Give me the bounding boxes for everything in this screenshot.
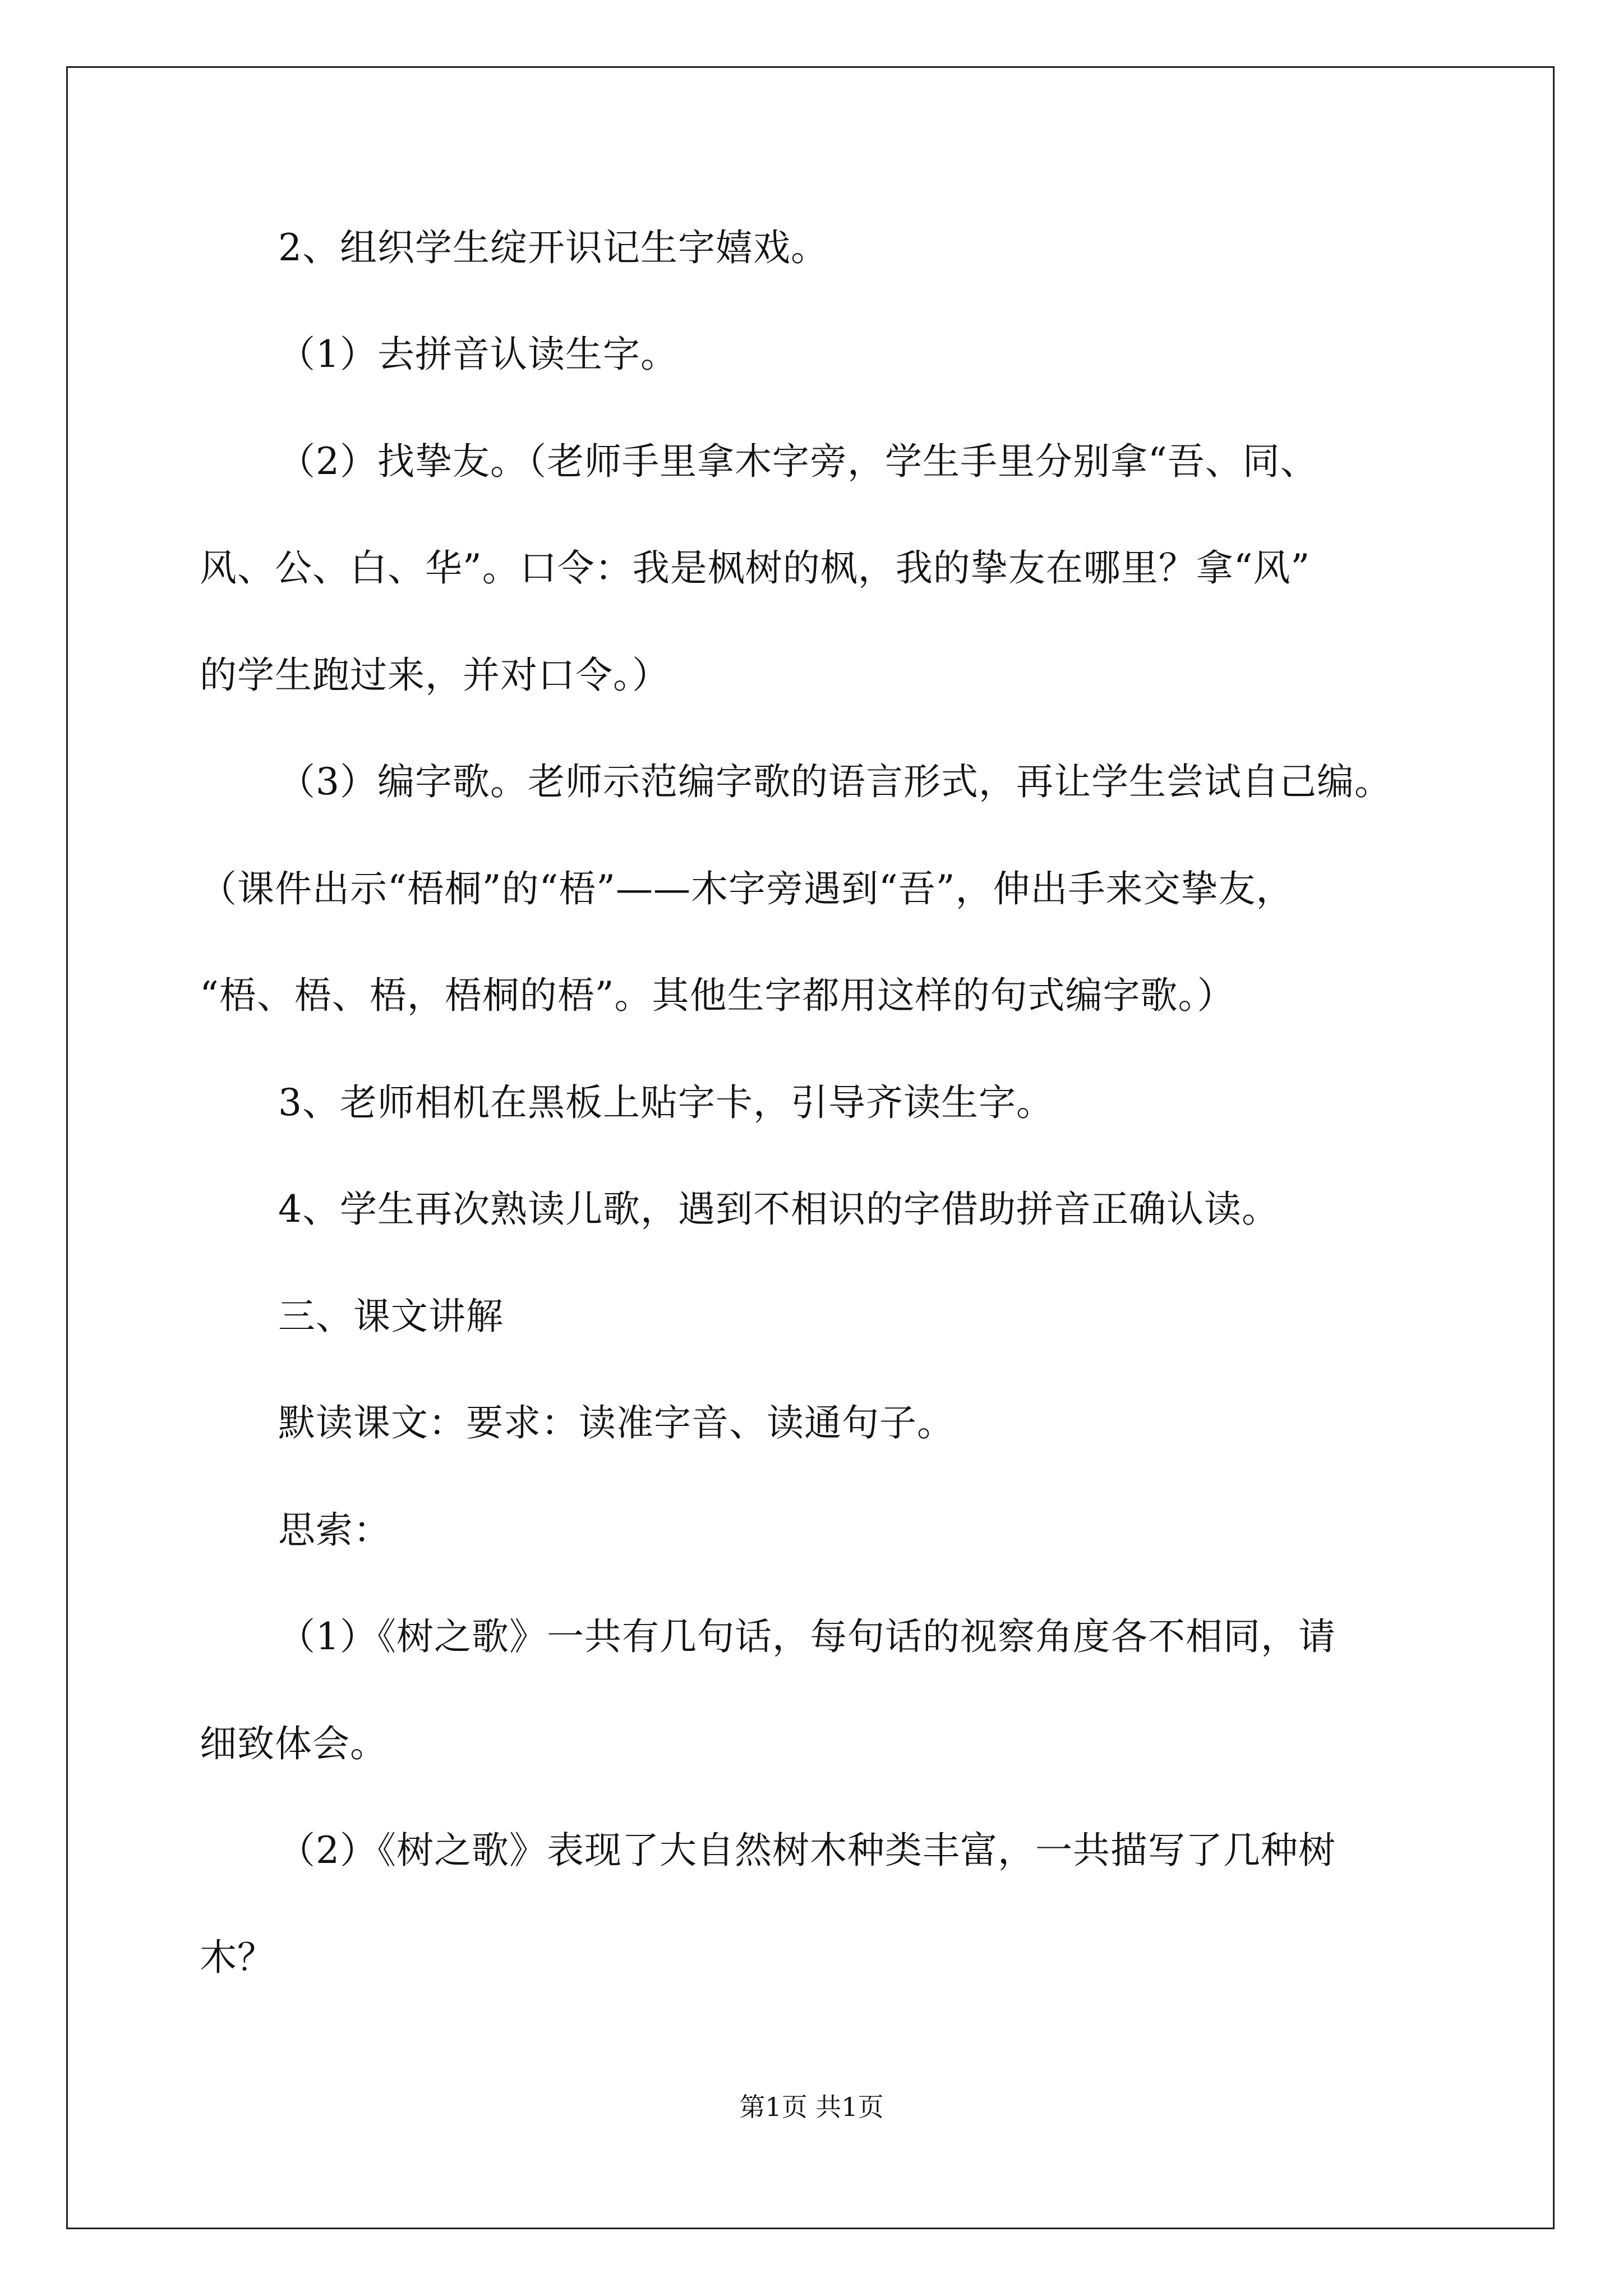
- text-line-5: 的学生跑过来，并对口令。）: [200, 654, 670, 697]
- text-line-8: “梧、梧、梧，梧桐的梧”。其他生字都用这样的句式编字歌。）: [200, 974, 1235, 1017]
- text-line-10: 4、学生再次熟读儿歌，遇到不相识的字借助拼音正确认读。: [278, 1188, 1279, 1231]
- section-heading: 三、课文讲解: [278, 1295, 504, 1338]
- page-footer: 第1页 共1页: [739, 2092, 884, 2122]
- text-line-9: 3、老师相机在黑板上贴字卡，引导齐读生字。: [278, 1081, 1054, 1124]
- text-line-16: （2）《树之歌》表现了大自然树木种类丰富，一共描写了几种树: [278, 1829, 1336, 1872]
- text-line-13: 思索：: [278, 1508, 391, 1552]
- text-line-12: 默读课文：要求：读准字音、读通句子。: [278, 1401, 955, 1444]
- text-line-14: （1）《树之歌》一共有几句话，每句话的视察角度各不相同，请: [278, 1615, 1336, 1658]
- text-line-4: 风、公、白、华”。口令：我是枫树的枫，我的挚友在哪里？拿“风”: [200, 546, 1311, 590]
- text-line-3: （2）找挚友。（老师手里拿木字旁，学生手里分别拿“吾、同、: [278, 440, 1318, 483]
- text-line-2: （1）去拼音认读生字。: [278, 333, 678, 376]
- page-border: [66, 66, 1555, 2229]
- text-line-17: 木？: [200, 1936, 275, 1979]
- text-line-15: 细致体会。: [200, 1722, 388, 1765]
- text-line-1: 2、组织学生绽开识记生字嬉戏。: [278, 226, 828, 269]
- text-line-6: （3）编字歌。老师示范编字歌的语言形式，再让学生尝试自己编。: [278, 760, 1392, 803]
- text-line-7: （课件出示“梧桐”的“梧”——木字旁遇到“吾”，伸出手来交挚友，: [200, 867, 1294, 910]
